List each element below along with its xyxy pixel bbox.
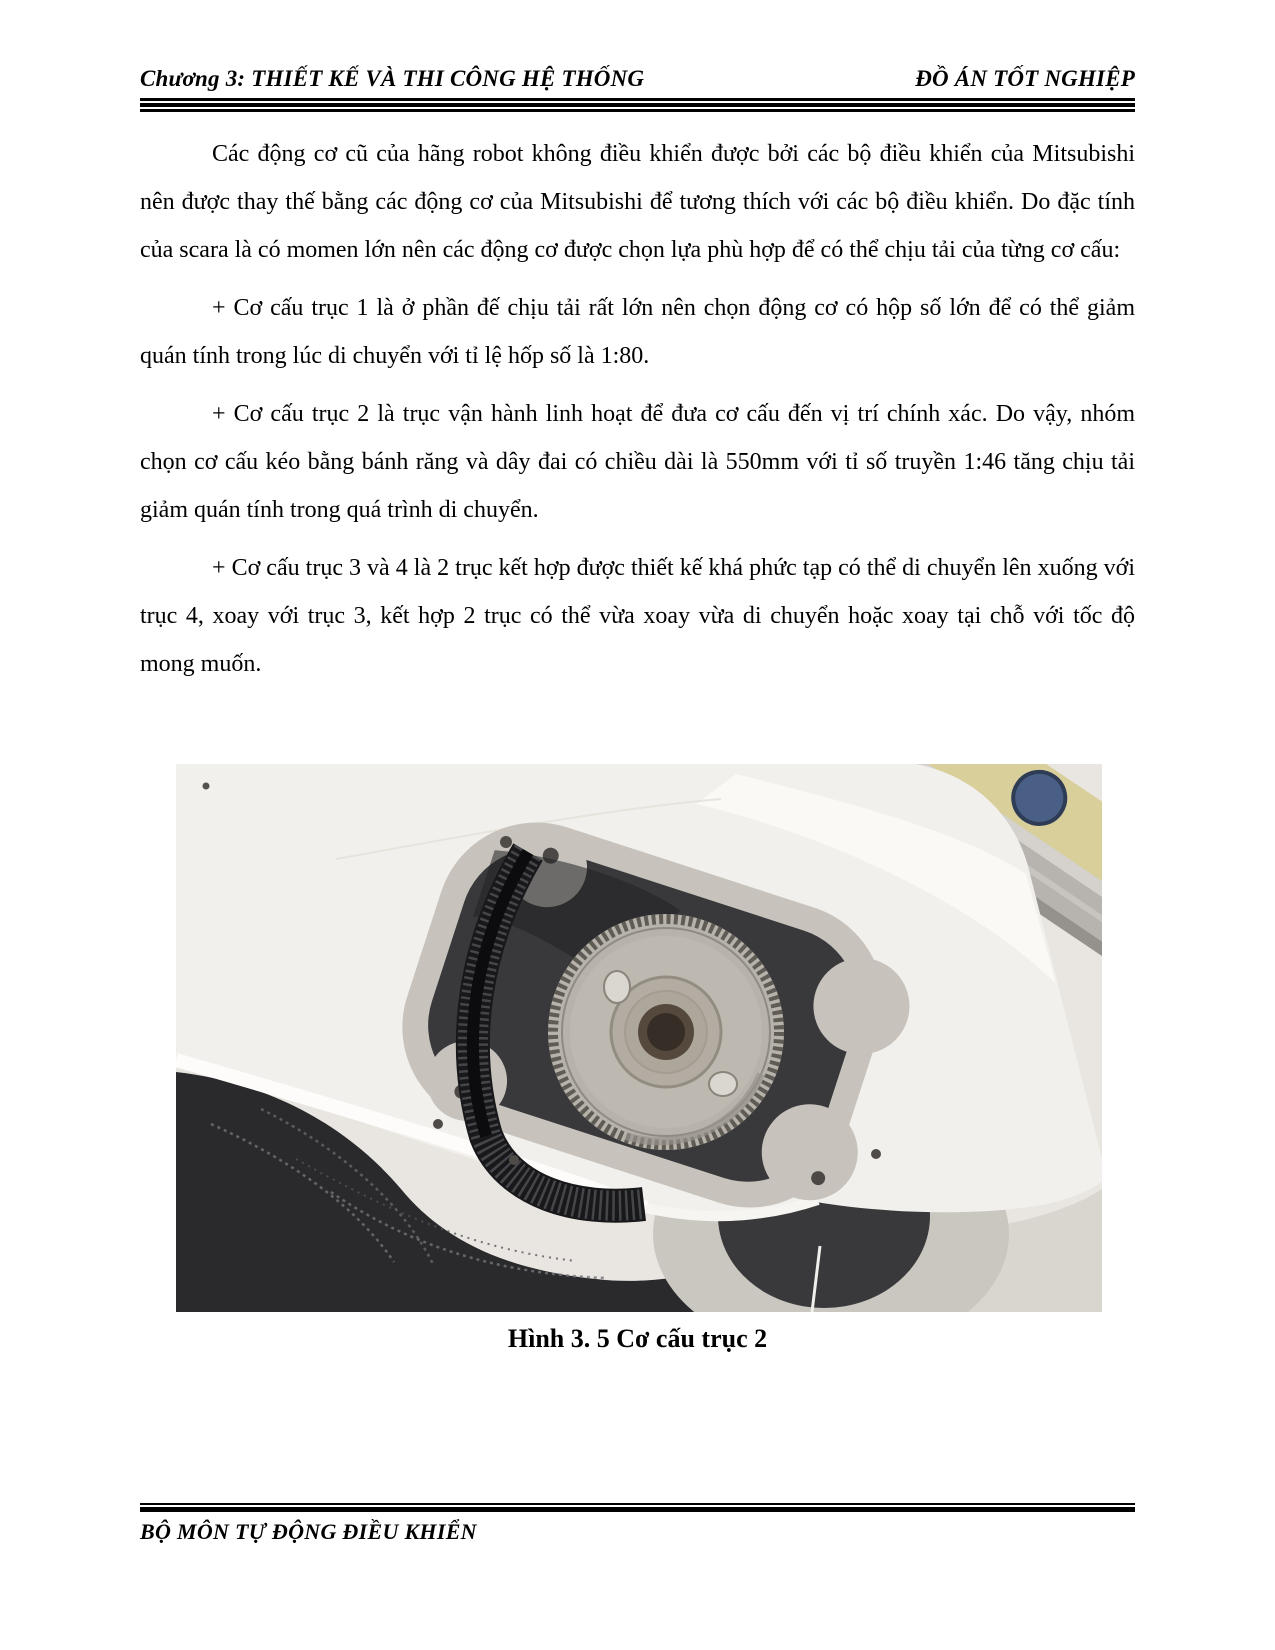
header-rule (140, 98, 1135, 112)
figure (176, 764, 1102, 1354)
screw-hole-dot (203, 783, 210, 790)
pulley-hole (604, 971, 630, 1003)
footer-department: BỘ MÔN TỰ ĐỘNG ĐIỀU KHIỂN (140, 1519, 477, 1544)
paragraph-axis-3-4: + Cơ cấu trục 3 và 4 là 2 trục kết hợp được thiết kế khá phức tạp có thể di chuyển lên xuống với trục 4, xoay với trục 3, kết hợp 2 trục có thể vừa xoay vừa di chuyển hoặc xoay tại chỗ với tốc độ mong muốn. (140, 555, 1135, 677)
footer-rule (140, 1503, 1135, 1512)
body-text (140, 130, 1135, 688)
gear-pulley (548, 914, 784, 1150)
header-chapter-title: Chương 3: THIẾT KẾ VÀ THI CÔNG HỆ THỐNG (140, 66, 645, 91)
figure-photo (176, 764, 1102, 1312)
robot-joint-photo-illustration (176, 764, 1102, 1312)
pulley-hole (709, 1072, 737, 1096)
header-project-title: ĐỒ ÁN TỐT NGHIỆP (915, 66, 1135, 91)
paragraph-axis-1: + Cơ cấu trục 1 là ở phần đế chịu tải rất lớn nên chọn động cơ có hộp số lớn để có thể giảm quán tính trong lúc di chuyển với tỉ lệ hốp số là 1:80. (140, 295, 1135, 369)
figure-caption: Hình 3. 5 Cơ cấu trục 2 (507, 1324, 768, 1353)
paragraph-axis-2: + Cơ cấu trục 2 là trục vận hành linh hoạt để đưa cơ cấu đến vị trí chính xác. Do vậy, nhóm chọn cơ cấu kéo bằng bánh răng và dây đai có chiều dài là 550mm với tỉ số truyền 1:46 tăng chịu tải giảm quán tính trong quá trình di chuyển. (140, 401, 1135, 523)
page-header (140, 0, 1135, 92)
page-footer (140, 1503, 1135, 1545)
paragraph-intro: Các động cơ cũ của hãng robot không điều khiển được bởi các bộ điều khiển của Mitsubishi nên được thay thế bằng các động cơ của Mitsubishi để tương thích với các bộ điều khiển. Do đặc tính của scara là có momen lớn nên các động cơ được chọn lựa phù hợp để có thể chịu tải của từng cơ cấu: (140, 141, 1135, 263)
